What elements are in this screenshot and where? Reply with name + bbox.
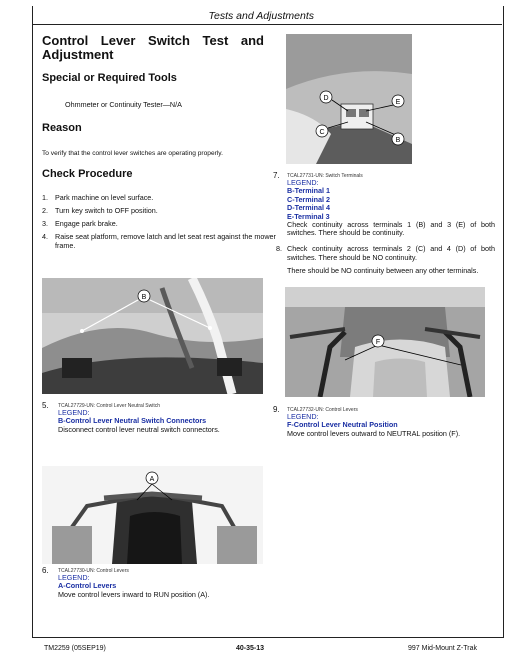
callout-b: B [141,294,147,301]
callout-b-terminal: B [395,137,401,144]
procedure-heading: Check Procedure [42,168,133,180]
figure-number: 6. [42,566,49,575]
step8-text: Check continuity across terminals 2 (C) and 4 (D) of both switches. There should be NO continuity. [287,244,495,262]
figure-legend: LEGEND: A-Control Levers Move control levers inward to RUN position (A). [58,574,273,599]
figure-legend: LEGEND: B-Control Lever Neutral Switch Connectors Disconnect control lever neutral switch connectors. [58,409,273,434]
callout-e: E [395,99,401,106]
figure-number: 7. [273,171,280,180]
photo-control-levers-run [42,466,263,564]
title-word: Test [202,33,229,48]
footer-doc-id: TM2259 (05SEP19) [44,645,106,652]
callout-d: D [323,95,329,102]
figure-instruction: Move control levers inward to RUN position (A). [58,589,210,599]
footer-page-number: 40-35-13 [236,645,265,652]
procedure-steps [42,193,276,254]
section-title: Tests and Adjustments [208,10,314,22]
title-word: Switch [148,33,190,48]
photo-control-levers-neutral [285,287,485,397]
figure-number: 9. [273,405,280,414]
figure-legend: LEGEND: F-Control Lever Neutral Position Move control levers outward to NEUTRAL position (F). [287,413,495,438]
figure-instruction: Check continuity across terminals 1 (B) and 3 (E) of both switches. There should be continuity. [287,220,495,238]
figure-id: TCAL27732-UN: Control Levers [287,407,358,413]
photo-control-levers-run-drawing [42,466,263,564]
photo-switch-terminals-drawing [286,34,412,164]
figure-id: TCAL27731-UN: Switch Terminals [287,173,363,179]
figure-id: TCAL27730-UN: Control Levers [58,568,129,574]
list-item: 3. Engage park brake. [42,219,118,228]
running-header [32,6,502,25]
tools-heading: Special or Required Tools [42,72,177,84]
reason-text: To verify that the control lever switches are operating properly. [42,150,223,157]
title-word: Control [42,33,89,48]
photo-switch-terminals [286,34,412,164]
list-item: 4. Raise seat platform, remove latch and let seat rest against the mower frame. [42,232,276,250]
figure-instruction: Disconnect control lever neutral switch connectors. [58,424,220,434]
step8-text2: There should be NO continuity between any other terminals. [287,266,479,275]
tools-item: Ohmmeter or Continuity Tester—N/A [65,100,182,109]
callout-a: A [149,476,155,483]
photo-neutral-switch-drawing [42,278,263,394]
figure-id: TCAL27729-UN: Control Lever Neutral Switch [58,403,160,409]
footer-model: 997 Mid-Mount Z-Trak [408,645,477,652]
list-item: 2. Turn key switch to OFF position. [42,206,158,215]
figure-instruction: Move control levers outward to NEUTRAL position (F). [287,428,461,438]
step-number: 8. [276,244,282,253]
list-item: 1. Park machine on level surface. [42,193,154,202]
callout-f: F [375,339,381,346]
page-title [42,34,264,62]
photo-neutral-switch [42,278,263,394]
photo-control-levers-neutral-drawing [285,287,485,397]
title-line2: Adjustment [42,47,114,62]
figure-number: 5. [42,401,49,410]
figure-legend: LEGEND: B-Terminal 1 C-Terminal 2 D-Terminal 4 E-Terminal 3 Check continuity across terminals 1 (B) and 3 (E) of both switches. There should be continuity. [287,178,495,238]
title-word: and [240,33,264,48]
reason-heading: Reason [42,122,82,134]
callout-c: C [319,129,325,136]
footer-rule [32,637,504,638]
title-word: Lever [100,33,136,48]
